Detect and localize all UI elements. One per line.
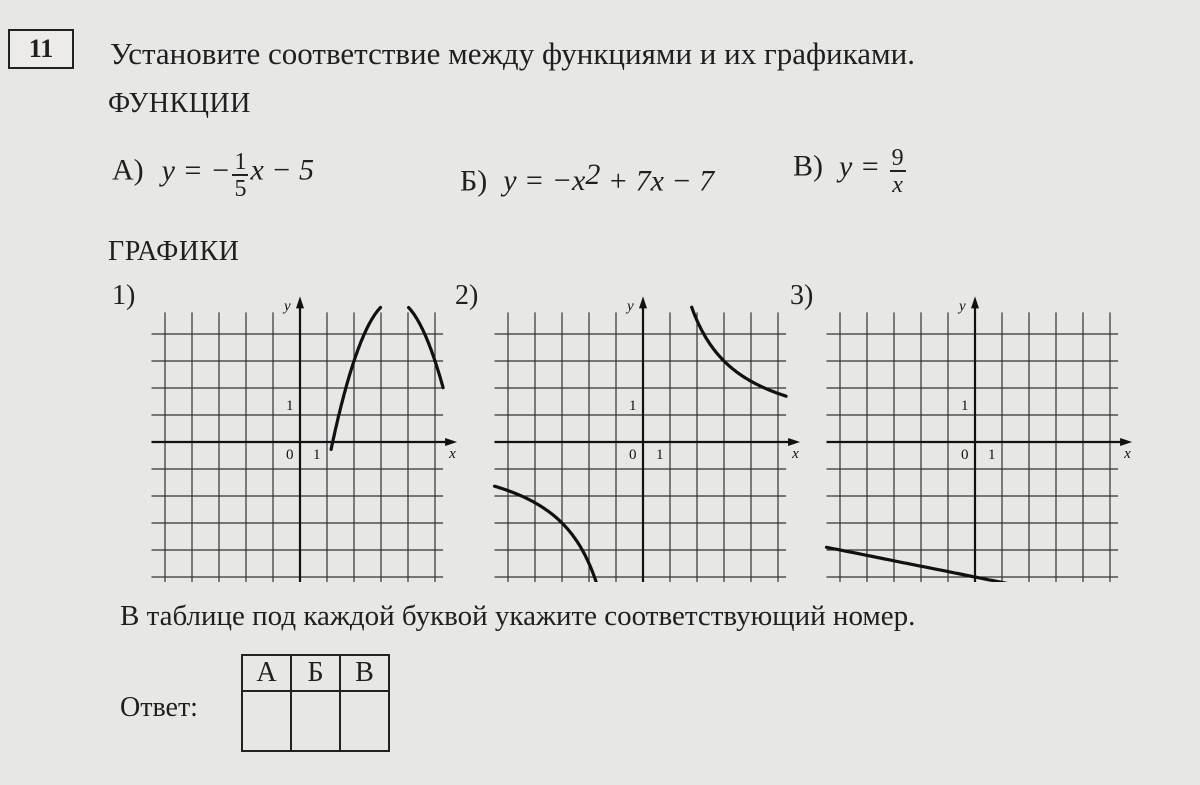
answer-cell-b[interactable] xyxy=(291,691,340,751)
y-axis-label: y xyxy=(284,298,291,315)
y-axis-arrow xyxy=(639,296,647,308)
y-axis-arrow xyxy=(971,296,979,308)
function-b-label: Б) xyxy=(460,164,488,198)
y-unit-label: 1 xyxy=(286,398,294,414)
function-curve xyxy=(495,486,598,582)
origin-label: 0 xyxy=(286,447,294,463)
graph-1 xyxy=(145,272,465,582)
function-a-denominator: 5 xyxy=(234,176,247,202)
function-a-numerator: 1 xyxy=(234,149,247,175)
origin-label: 0 xyxy=(961,447,969,463)
answer-column-b: Б xyxy=(291,655,340,691)
x-axis-label: x xyxy=(792,446,799,462)
x-unit-label: 1 xyxy=(988,447,996,463)
graph-3-label: 3) xyxy=(790,280,814,311)
function-a-suffix: x − 5 xyxy=(250,153,315,187)
function-a xyxy=(112,150,314,202)
task-text: Установите соответствие между функциями и их графиками. xyxy=(110,36,915,71)
function-v-fraction xyxy=(890,146,906,198)
function-curve xyxy=(692,307,786,396)
function-a-fraction xyxy=(232,150,248,202)
origin-label: 0 xyxy=(629,447,637,463)
x-axis-label: x xyxy=(1124,446,1131,462)
instruction-text: В таблице под каждой буквой укажите соответствующий номер. xyxy=(120,600,916,632)
graph-2-label: 2) xyxy=(455,280,479,311)
function-b xyxy=(460,158,714,198)
task-number: 11 xyxy=(8,29,74,69)
graph-3 xyxy=(820,272,1140,582)
function-b-prefix: y = −x xyxy=(503,164,586,198)
x-axis-arrow xyxy=(1120,438,1132,446)
function-v-denominator: x xyxy=(892,172,903,198)
function-v-numerator: 9 xyxy=(891,145,904,171)
function-b-exponent: 2 xyxy=(585,158,601,191)
y-axis-label: y xyxy=(959,298,966,315)
graph-2 xyxy=(488,272,808,582)
function-v-prefix: y = xyxy=(839,149,888,183)
answer-column-v: В xyxy=(340,655,389,691)
answer-label: Ответ: xyxy=(120,692,198,723)
answer-table xyxy=(241,654,390,752)
function-b-suffix: + 7x − 7 xyxy=(600,164,715,198)
graphs-heading: ГРАФИКИ xyxy=(108,236,240,267)
x-unit-label: 1 xyxy=(313,447,321,463)
x-axis-arrow xyxy=(788,438,800,446)
y-unit-label: 1 xyxy=(629,398,637,414)
graph-1-label: 1) xyxy=(112,280,136,311)
function-a-label: А) xyxy=(112,153,144,187)
functions-heading: ФУНКЦИИ xyxy=(108,88,251,119)
y-unit-label: 1 xyxy=(961,398,969,414)
answer-cell-v[interactable] xyxy=(340,691,389,751)
function-v xyxy=(793,146,908,198)
x-unit-label: 1 xyxy=(656,447,664,463)
function-v-label: В) xyxy=(793,149,823,183)
function-curve xyxy=(331,308,443,450)
y-axis-arrow xyxy=(296,296,304,308)
answer-cell-a[interactable] xyxy=(242,691,291,751)
answer-column-a: А xyxy=(242,655,291,691)
x-axis-arrow xyxy=(445,438,457,446)
x-axis-label: x xyxy=(449,446,456,462)
function-a-prefix: y = − xyxy=(161,153,231,187)
y-axis-label: y xyxy=(627,298,634,315)
